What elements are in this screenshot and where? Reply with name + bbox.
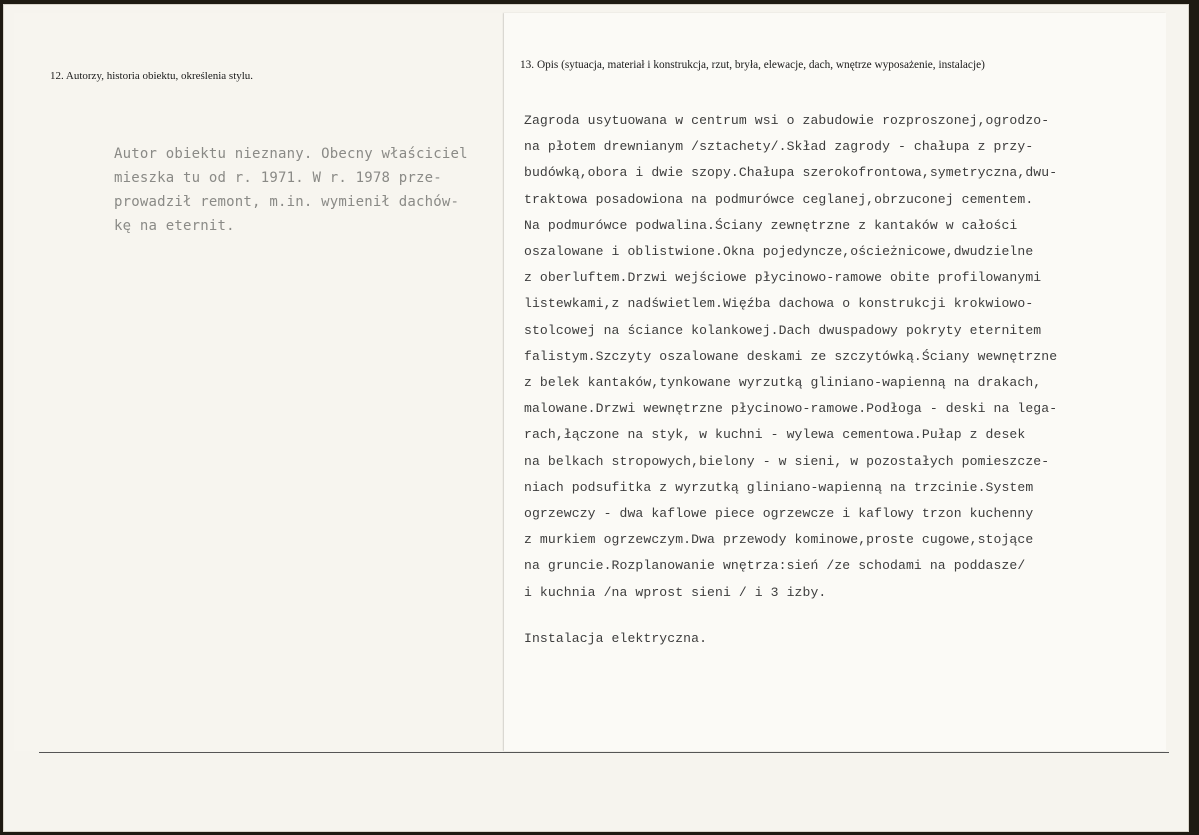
text-line: z belek kantaków,tynkowane wyrzutką gliniano-wapienną na drakach, bbox=[524, 375, 1042, 391]
text-line: kę na eternit. bbox=[114, 218, 235, 234]
text-line: i kuchnia /na wprost sieni / i 3 izby. bbox=[524, 584, 827, 600]
text-line: oszalowane i oblistwione.Okna pojedyncze,ościeżnicowe,dwudzielne bbox=[524, 244, 1034, 260]
left-sheet bbox=[14, 13, 520, 751]
field-12-label: 12. Autorzy, historia obiektu, określenia stylu. bbox=[50, 70, 254, 82]
text-line: z oberluftem.Drzwi wejściowe płycinowo-ramowe obite profilowanymi bbox=[524, 270, 1042, 286]
text-line: ogrzewczy - dwa kaflowe piece ogrzewcze i kaflowy trzon kuchenny bbox=[524, 506, 1034, 522]
text-line: prowadził remont, m.in. wymienił dachów- bbox=[114, 194, 460, 210]
text-line: niach podsufitka z wyrzutką gliniano-wapienną na trzcinie.System bbox=[524, 479, 1034, 495]
text-line: z murkiem ogrzewczym.Dwa przewody kominowe,proste cugowe,stojące bbox=[524, 532, 1034, 548]
text-line: falistym.Szczyty oszalowane deskami ze szczytówką.Ściany wewnętrzne bbox=[524, 348, 1058, 364]
text-line: mieszka tu od r. 1971. W r. 1978 prze- bbox=[114, 170, 442, 186]
text-line: na płotem drewnianym /sztachety/.Skład zagrody - chałupa z przy- bbox=[524, 139, 1034, 155]
field-13-label: 13. Opis (sytuacja, materiał i konstrukcja, rzut, bryła, elewacje, dach, wnętrze wyposażenie, instalacje) bbox=[520, 59, 985, 71]
field-13-text bbox=[524, 108, 1164, 652]
text-line: malowane.Drzwi wewnętrzne płycinowo-ramowe.Podłoga - deski na lega- bbox=[524, 401, 1058, 417]
text-line: Na podmurówce podwalina.Ściany zewnętrzne z kantaków w całości bbox=[524, 217, 1018, 233]
text-line: Zagroda usytuowana w centrum wsi o zabudowie rozproszonej,ogrodzo- bbox=[524, 113, 1050, 128]
text-line: budówką,obora i dwie szopy.Chałupa szerokofrontowa,symetryczna,dwu- bbox=[524, 165, 1058, 181]
text-line: listewkami,z nadświetlem.Więźba dachowa o konstrukcji krokwiowo- bbox=[524, 296, 1034, 312]
text-line: Instalacja elektryczna. bbox=[524, 630, 708, 646]
right-sheet bbox=[504, 13, 1166, 751]
text-line: na belkach stropowych,bielony - w sieni, w pozostałych pomieszcze- bbox=[524, 453, 1050, 469]
field-12-text bbox=[114, 142, 524, 238]
text-line: na gruncie.Rozplanowanie wnętrza:sień /ze schodami na poddasze/ bbox=[524, 558, 1026, 574]
text-line: rach,łączone na styk, w kuchni - wylewa cementowa.Pułap z desek bbox=[524, 427, 1026, 443]
text-line: Autor obiektu nieznany. Obecny właściciel bbox=[114, 146, 468, 162]
spacer bbox=[524, 606, 1164, 626]
text-line: stolcowej na ściance kolankowej.Dach dwuspadowy pokryty eternitem bbox=[524, 322, 1042, 338]
record-card bbox=[3, 4, 1189, 832]
bottom-rule bbox=[39, 752, 1169, 753]
text-line: traktowa posadowiona na podmurówce ceglanej,obrzuconej cementem. bbox=[524, 191, 1034, 207]
